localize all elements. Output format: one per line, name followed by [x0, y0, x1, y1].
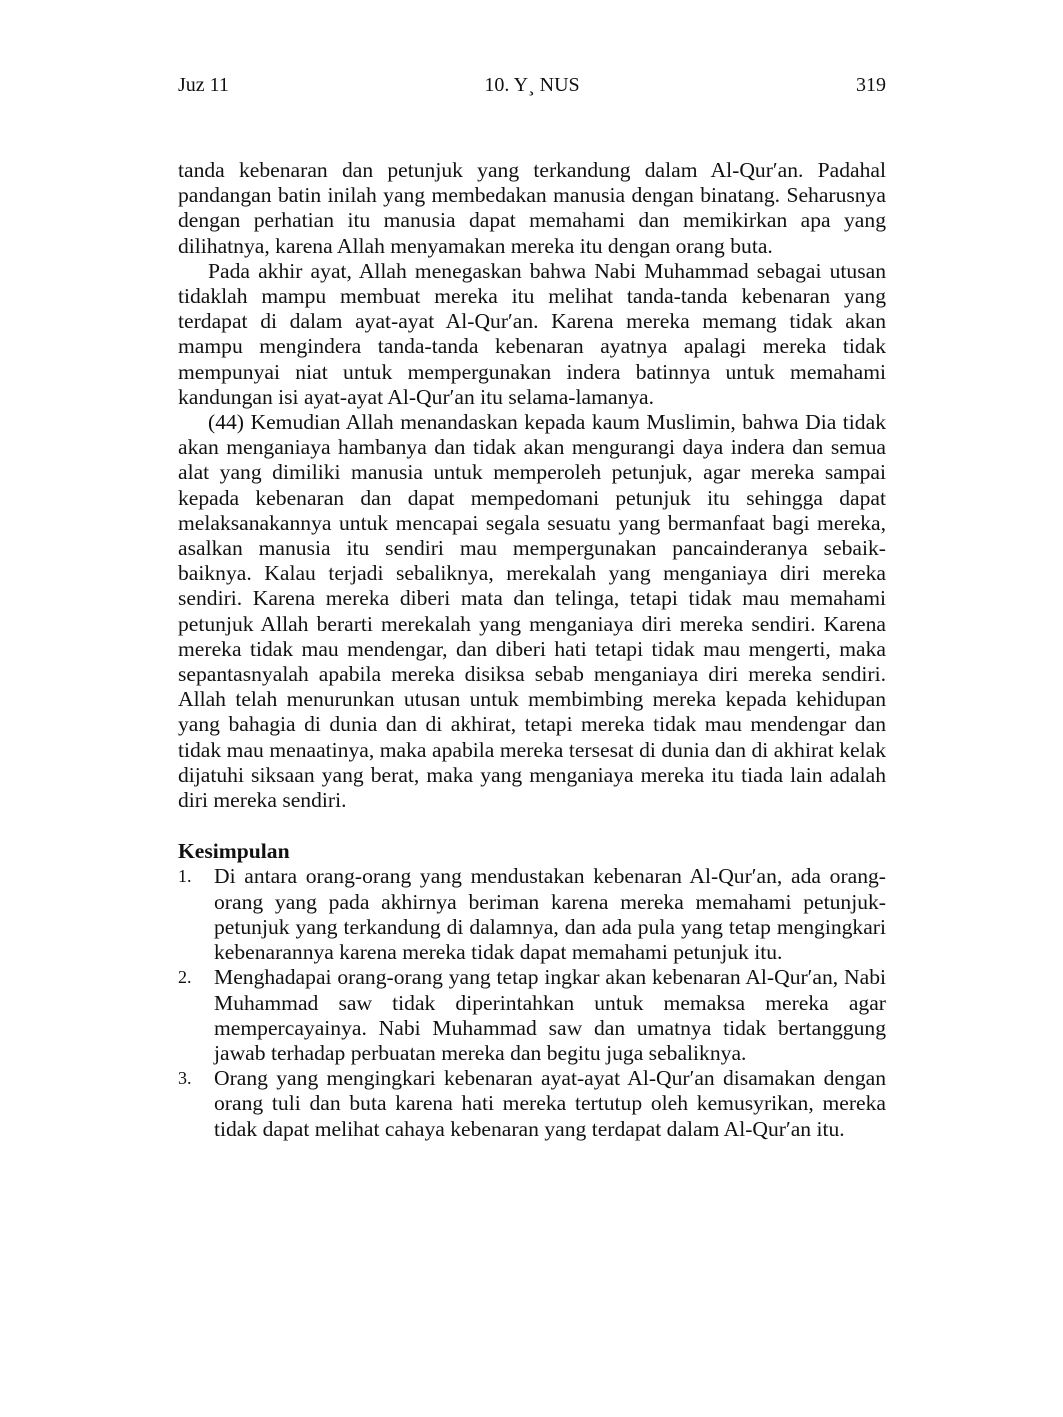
paragraph-verse-44: (44) Kemudian Allah menandaskan kepada kaum Muslimin, bahwa Dia tidak akan menganiaya hambanya dan tidak akan mengurangi daya indera dan semua alat yang dimiliki manusia untuk memperoleh petunjuk, agar mereka sampai kepada kebenaran dan dapat mempedomani petunjuk itu sehingga dapat melaksanakannya untuk mencapai segala sesuatu yang bermanfaat bagi mereka, asalkan manusia itu sendiri mau mempergunakan pancainderanya sebaik-baiknya. Kalau terjadi sebaliknya, merekalah yang menganiaya diri mereka sendiri. Karena mereka diberi mata dan telinga, tetapi tidak mau memahami petunjuk Allah berarti merekalah yang menganiaya diri mereka sendiri. Karena mereka tidak mau mendengar, dan diberi hati tetapi tidak mau mengerti, maka sepantasnyalah apabila mereka disiksa sebab menganiaya diri mereka sendiri. Allah telah menurunkan utusan untuk membimbing mereka kepada kehidupan yang bahagia di dunia dan di akhirat, tetapi mereka tidak mau mendengar dan tidak mau menaatinya, maka apabila mereka tersesat di dunia dan di akhirat kelak dijatuhi siksaan yang berat, maka yang menganiaya mereka itu tiada lain adalah diri mereka sendiri. [178, 410, 886, 813]
paragraph-continuation: tanda kebenaran dan petunjuk yang terkandung dalam Al-Qur′an. Padahal pandangan batin inilah yang membedakan manusia dengan binatang. Seharusnya dengan perhatian itu manusia dapat memahami dan memikirkan apa yang dilihatnya, karena Allah menyamakan mereka itu dengan orang buta. [178, 158, 886, 258]
conclusion-item [178, 864, 886, 965]
conclusion-item [178, 965, 886, 1066]
conclusion-item-text: Orang yang mengingkari kebenaran ayat-ayat Al-Qur′an disamakan dengan orang tuli dan buta karena hati mereka tertutup oleh kemusyrikan, mereka tidak dapat melihat cahaya kebenaran yang terdapat dalam Al-Qur′an itu. [214, 1066, 886, 1141]
page-header [178, 74, 886, 104]
paragraph-end-of-verse: Pada akhir ayat, Allah menegaskan bahwa Nabi Muhammad sebagai utusan tidaklah mampu membuat mereka itu melihat tanda-tanda kebenaran yang terdapat di dalam ayat-ayat Al-Qur′an. Karena mereka memang tidak akan mampu mengindera tanda-tanda kebenaran ayatnya apalagi mereka tidak mempunyai niat untuk mempergunakan indera batinnya untuk memahami kandungan isi ayat-ayat Al-Qur′an itu selama-lamanya. [178, 258, 886, 409]
page-number: 319 [856, 74, 886, 96]
conclusion-item-text: Menghadapai orang-orang yang tetap ingkar akan kebenaran Al-Qur′an, Nabi Muhammad saw tidak diperintahkan untuk memaksa mereka agar mempercayainya. Nabi Muhammad saw dan umatnya tidak bertanggung jawab terhadap perbuatan mereka dan begitu juga sebaliknya. [214, 965, 886, 1065]
conclusion-item-number: 3. [178, 1068, 192, 1089]
surah-title: 10. Y¸ NUS [484, 74, 580, 96]
conclusion-list [178, 864, 886, 1141]
conclusion-item-text: Di antara orang-orang yang mendustakan kebenaran Al-Qur′an, ada orang-orang yang pada akhirnya beriman karena mereka memahami petunjuk-petunjuk yang terkandung di dalamnya, dan ada pula yang tetap mengingkari kebenarannya karena mereka tidak dapat memahami petunjuk itu. [214, 864, 886, 965]
conclusion-item-number: 1. [178, 866, 192, 887]
conclusion-item [178, 1066, 886, 1142]
page-body [178, 158, 886, 1142]
juz-label: Juz 11 [178, 74, 229, 96]
conclusion-item-number: 2. [178, 967, 192, 988]
conclusion-heading: Kesimpulan [178, 839, 290, 864]
